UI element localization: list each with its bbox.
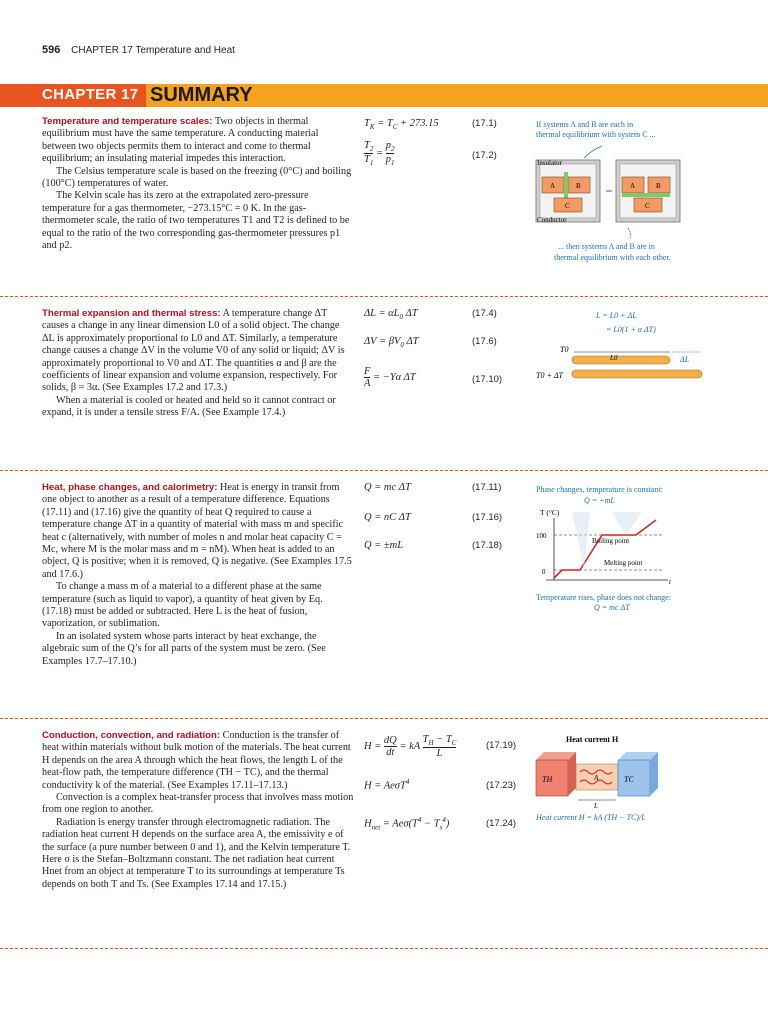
- t0-label: T0: [560, 345, 569, 354]
- cold-block: [618, 760, 650, 796]
- heating-curve: [554, 520, 656, 578]
- section-text: Radiation is energy transfer through electromagnetic radiation. The radiation heat current H depends on the surface area A, the emissivity e of the surface (a pure number between 0 and 1), and the Kelvin temperature T. Here σ is the Stefan–Boltzmann constant. The net radiation heat current Hnet from an object at temperature T to its surroundings at temperature Ts depends on both T and Ts. (See Examples 17.14 and 17.15.): [42, 816, 351, 890]
- rod-initial: [572, 356, 670, 364]
- svg-text:C: C: [645, 202, 650, 210]
- equation-number: (17.24): [486, 818, 517, 829]
- conductor-label: Conductor: [537, 216, 567, 224]
- label-a: A: [550, 182, 556, 190]
- figure-caption: Q = mc ΔT: [594, 603, 630, 612]
- section-text: The Celsius temperature scale is based on the freezing (0°C) and boiling (100°C) temperatures of water.: [42, 165, 352, 190]
- equation-number: (17.6): [472, 336, 497, 347]
- equation-number: (17.4): [472, 308, 497, 319]
- section-text: When a material is cooled or heated and held so it cannot contract or expand, it is under a tensile stress F/A. (See Example 17.4.): [42, 394, 336, 419]
- equation: Q = nC ΔT: [364, 512, 411, 523]
- figure-caption: If systems A and B are each in: [536, 120, 634, 129]
- chapter-label: CHAPTER 17: [42, 86, 139, 103]
- section-divider: [0, 470, 768, 471]
- section-text: In an isolated system whose parts interact by heat exchange, the algebraic sum of the Q’s for all parts of the system must be zero. (See Examples 17.7–17.10.): [42, 630, 326, 667]
- section-heading: Heat, phase changes, and calorimetry:: [42, 482, 218, 493]
- section-text: Convection is a complex heat-transfer process that involves mass motion from one region to another.: [42, 792, 354, 816]
- y-tick-0: 0: [542, 568, 546, 576]
- equation: H = $\frac{dQ}{dt}$ = kA $\frac{T_H - T_C}{L}$: [364, 734, 457, 760]
- equation: $\Delta L = \alpha L_0$ ΔT: [364, 308, 418, 322]
- equation: $\frac{T_2}{T_1}$ = $\frac{p_2}{p_1}$: [364, 140, 395, 168]
- section-divider: [0, 296, 768, 297]
- equation-number: (17.10): [472, 374, 503, 385]
- figure-caption: thermal equilibrium with each other.: [554, 253, 671, 262]
- section-heading: Conduction, convection, and radiation:: [42, 730, 221, 741]
- equation: $T_K = T_C + 273.15$: [364, 118, 439, 132]
- summary-title: SUMMARY: [150, 84, 253, 106]
- section-text: Two objects in thermal equilibrium must have the same temperature. A conducting material between two objects permits them to interact and come to thermal equilibrium; an insulating material impedes this interaction.: [42, 116, 319, 165]
- figure-caption: Phase changes, temperature is constant:: [536, 485, 663, 494]
- section-text: A temperature change ΔT causes a change in any linear dimension L0 of a solid object. The change ΔL is approximately proportional to L0 and ΔT. Similarly, a temperature change causes a change ΔV in the volume V0 of any solid or liquid; ΔV is approximately proportional to V0 and ΔT. The quantities α and β are the coefficients of linear expansion and volume expansion, respectively. For solids, β = 3α. (See Examples 17.2 and 17.3.): [42, 308, 345, 394]
- insulator-wall: [622, 193, 670, 197]
- y-axis-label: T (°C): [540, 508, 560, 517]
- equation-number: (17.18): [472, 540, 503, 551]
- figure-caption: Heat current H = kA (TH − TC)/L: [536, 813, 646, 822]
- figure-caption: Heat current H: [566, 735, 619, 744]
- boiling-label: Boiling point: [592, 537, 630, 545]
- section-divider: [0, 948, 768, 949]
- figure-caption: thermal equilibrium with system C ...: [536, 130, 656, 139]
- figure-caption: ... then systems A and B are in: [558, 242, 655, 251]
- equation: Q = ±mL: [364, 540, 404, 551]
- equation-number: (17.2): [472, 150, 497, 161]
- page-header: [42, 44, 235, 56]
- tc-label: TC: [624, 775, 634, 784]
- section-thermal-expansion: [42, 308, 354, 420]
- melting-label: Melting point: [604, 559, 643, 567]
- equation-number: (17.1): [472, 118, 497, 129]
- length-label: L: [594, 802, 598, 810]
- equation: $H_{net} = Ae\sigma(T^4 - T_s^4)$: [364, 816, 450, 832]
- insulator-label: Insulator: [537, 159, 562, 167]
- svg-text:A: A: [630, 182, 636, 190]
- rod-expanded: [572, 370, 702, 378]
- figure-thermal-equilibrium: [532, 118, 732, 268]
- figure-caption: = L0(1 + α ΔT): [606, 325, 656, 334]
- figure-caption: Q = +mL: [584, 496, 615, 505]
- chapter-banner: [0, 84, 768, 107]
- figure-conduction: [532, 730, 732, 830]
- page-number: 596: [42, 44, 61, 56]
- label-b: B: [576, 182, 581, 190]
- equation: $\frac{F}{A}$ = −Yα ΔT: [364, 366, 416, 389]
- summary-band: [146, 84, 768, 107]
- section-text: Heat is energy in transit from one object to another as a result of a temperature difference. Equations (17.11) and (17.16) give the quantity of heat Q required to cause a temperature change ΔT in a quantity of material with mass m and specific heat c (alternatively, with number of moles n and molar heat capacity C = Mc, where M is the molar mass and m = nM). When heat is added to an object, Q is positive; when it is removed, Q is negative. (See Examples 17.5 and 17.6.): [42, 482, 352, 580]
- running-title: CHAPTER 17 Temperature and Heat: [71, 45, 235, 56]
- y-tick-100: 100: [536, 532, 547, 540]
- figure-phase-changes: [532, 482, 742, 617]
- th-label: TH: [542, 775, 553, 784]
- section-temperature-scales: [42, 116, 354, 252]
- section-heat-transfer: [42, 730, 354, 891]
- section-text: The Kelvin scale has its zero at the extrapolated zero-pressure temperature for a gas thermometer, −273.15°C = 0 K. In the gas-thermometer scale, the ratio of two temperatures T1 and T2 is defined to be equal to the ratio of the two corresponding gas-thermometer pressures p1 and p2.: [42, 190, 350, 252]
- section-text: Conduction is the transfer of heat within materials without bulk motion of the materials. The heat current H depends on the area A through which the heat flows, the length L of the heat-flow path, the temperature difference (TH − TC), and the thermal conductivity k of the material. (See Examples 17.11–17.13.): [42, 730, 351, 791]
- delta-l-label: ΔL: [680, 355, 690, 364]
- t-label: T0 + ΔT: [536, 371, 563, 380]
- section-heading: Thermal expansion and thermal stress:: [42, 308, 221, 319]
- section-text: To change a mass m of a material to a different phase at the same temperature (such as liquid to vapor), a quantity of heat given by Eq. (17.18) must be added or subtracted. Here L is the heat of fusion, vaporization, or sublimation.: [42, 581, 323, 630]
- area-label: A: [594, 774, 599, 782]
- svg-text:L0: L0: [610, 354, 618, 362]
- figure-caption: Temperature rises, phase does not change:: [536, 593, 671, 602]
- section-divider: [0, 718, 768, 719]
- equation-number: (17.16): [472, 512, 503, 523]
- svg-text:B: B: [656, 182, 661, 190]
- equation: Q = mc ΔT: [364, 482, 411, 493]
- equation-number: (17.19): [486, 740, 517, 751]
- label-c: C: [565, 202, 570, 210]
- equation: H = AeσT$^4$: [364, 778, 410, 792]
- equation: $\Delta V = \beta V_0$ ΔT: [364, 336, 419, 350]
- equation-number: (17.11): [472, 482, 502, 493]
- section-heat-calorimetry: [42, 482, 354, 668]
- section-heading: Temperature and temperature scales:: [42, 116, 213, 127]
- x-axis-label: t: [669, 578, 671, 586]
- figure-caption: L = L0 + ΔL: [596, 311, 637, 320]
- figure-linear-expansion: [532, 306, 732, 396]
- equation-number: (17.23): [486, 780, 517, 791]
